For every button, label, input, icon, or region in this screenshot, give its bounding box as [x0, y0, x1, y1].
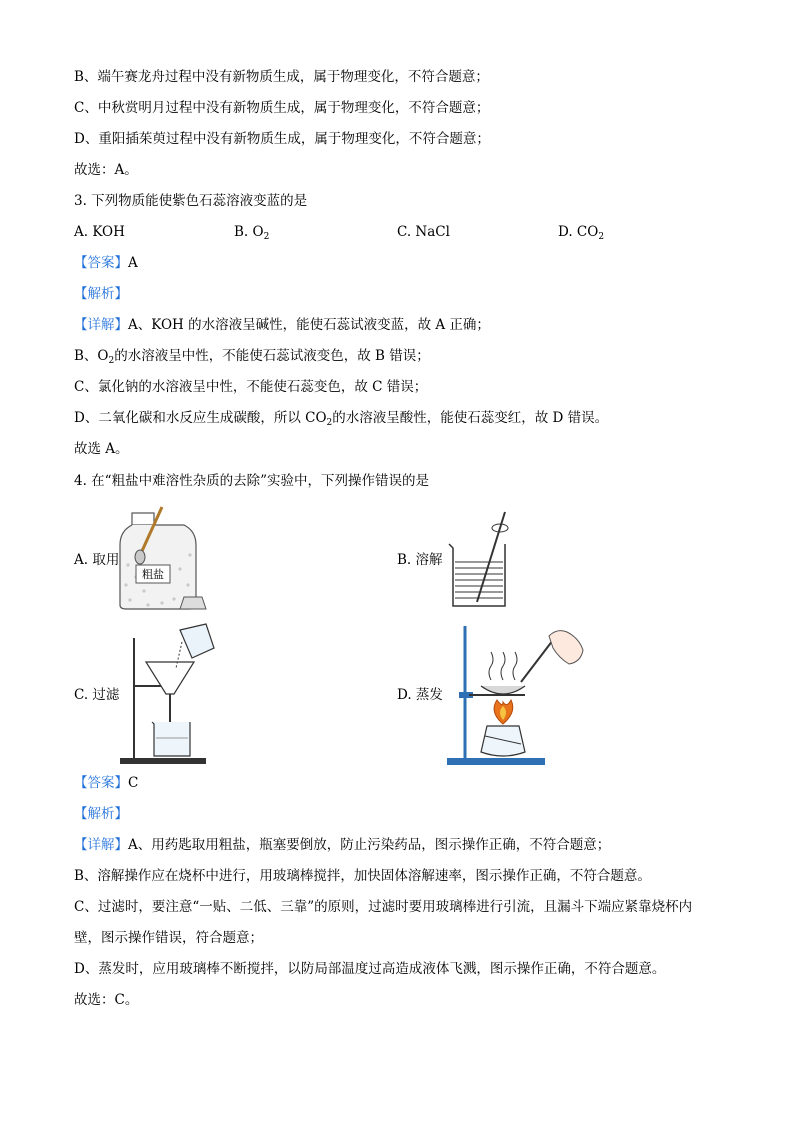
stand-base — [120, 758, 206, 764]
figure-b-label: B. 溶解 — [397, 552, 443, 568]
q4-choice: 故选：C。 — [74, 992, 139, 1008]
q4-detail-c1: C、过滤时，要注意“一贴、二低、三靠”的原则，过滤时要用玻璃棒进行引流，且漏斗下端应紧靠烧杯内 — [74, 899, 693, 915]
q2-line-c: C、中秋赏明月过程中没有新物质生成，属于物理变化，不符合题意； — [74, 100, 490, 116]
beaker-wall — [449, 544, 505, 606]
receive-beaker — [152, 722, 190, 756]
q3-answer: 【答案】A — [74, 255, 138, 271]
jar-label-text: 粗盐 — [142, 568, 164, 581]
q3-option-b: B. $O_2$ — [234, 224, 270, 242]
pour-beaker — [180, 624, 214, 658]
q4-detail-c2: 壁，图示操作错误，符合题意； — [74, 930, 263, 946]
spoon-bowl — [135, 550, 145, 564]
figure-c-filter — [118, 622, 218, 770]
q3-choice: 故选 A。 — [74, 441, 129, 457]
q3-option-d: D. $CO_2$ — [558, 224, 605, 242]
q4-detail-d: D、蒸发时，应用玻璃棒不断搅拌，以防局部温度过高造成液体飞溅，图示操作正确，不符合题意。 — [74, 961, 666, 977]
figure-d-evaporate — [445, 622, 587, 770]
q3-analysis-tag: 【解析】 — [74, 286, 128, 302]
q4-answer: 【答案】C — [74, 775, 139, 791]
q4-detail-a: 【详解】A、用药匙取用粗盐，瓶塞要倒放，防止污染药品，图示操作正确，不符合题意； — [74, 837, 611, 853]
q3-detail-b: B、$O_2$的水溶液呈中性，不能使石蕊试液变色，故 B 错误； — [74, 348, 430, 366]
q3-stem: 3. 下列物质能使紫色石蕊溶液变蓝的是 — [74, 193, 308, 209]
q3-detail-c: C、氯化钠的水溶液呈中性，不能使石蕊变色，故 C 错误； — [74, 379, 428, 395]
q4-detail-b: B、溶解操作应在烧杯中进行，用玻璃棒搅拌，加快固体溶解速率，图示操作正确，不符合题意。 — [74, 868, 651, 884]
q3-option-a: A. KOH — [74, 224, 125, 240]
figure-b-beaker — [443, 510, 515, 610]
q2-choice: 故选：A。 — [74, 162, 138, 178]
figure-c-label: C. 过滤 — [74, 687, 120, 703]
steam-lines — [489, 652, 517, 680]
glass-rod — [477, 512, 505, 602]
q4-analysis-tag: 【解析】 — [74, 806, 128, 822]
alcohol-lamp — [481, 726, 525, 756]
q3-option-c: C. NaCl — [397, 224, 450, 240]
q2-line-d: D、重阳插茱萸过程中没有新物质生成，属于物理变化，不符合题意； — [74, 131, 490, 147]
figure-a-salt-jar — [118, 505, 218, 613]
q3-detail-a: 【详解】A、KOH 的水溶液呈碱性，能使石蕊试液变蓝，故 A 正确； — [74, 317, 490, 333]
stand-base — [447, 758, 545, 765]
q2-line-b: B、端午赛龙舟过程中没有新物质生成，属于物理变化，不符合题意； — [74, 69, 489, 85]
funnel — [146, 662, 194, 694]
q3-detail-d: D、二氧化碳和水反应生成碳酸，所以 $CO_2$的水溶液呈酸性，能使石蕊变红，故 D 错误。 — [74, 410, 609, 428]
glass-rod — [521, 640, 553, 682]
figure-d-label: D. 蒸发 — [397, 687, 443, 703]
evaporating-dish — [481, 686, 525, 694]
detail-tag: 【详解】 — [74, 317, 128, 333]
figure-a-label: A. 取用 — [74, 552, 120, 568]
hand — [549, 631, 583, 664]
answer-tag: 【答案】 — [74, 255, 128, 271]
q4-stem: 4. 在“粗盐中难溶性杂质的去除”实验中，下列操作错误的是 — [74, 473, 429, 489]
stopper — [180, 597, 206, 609]
jar-neck — [132, 513, 154, 525]
